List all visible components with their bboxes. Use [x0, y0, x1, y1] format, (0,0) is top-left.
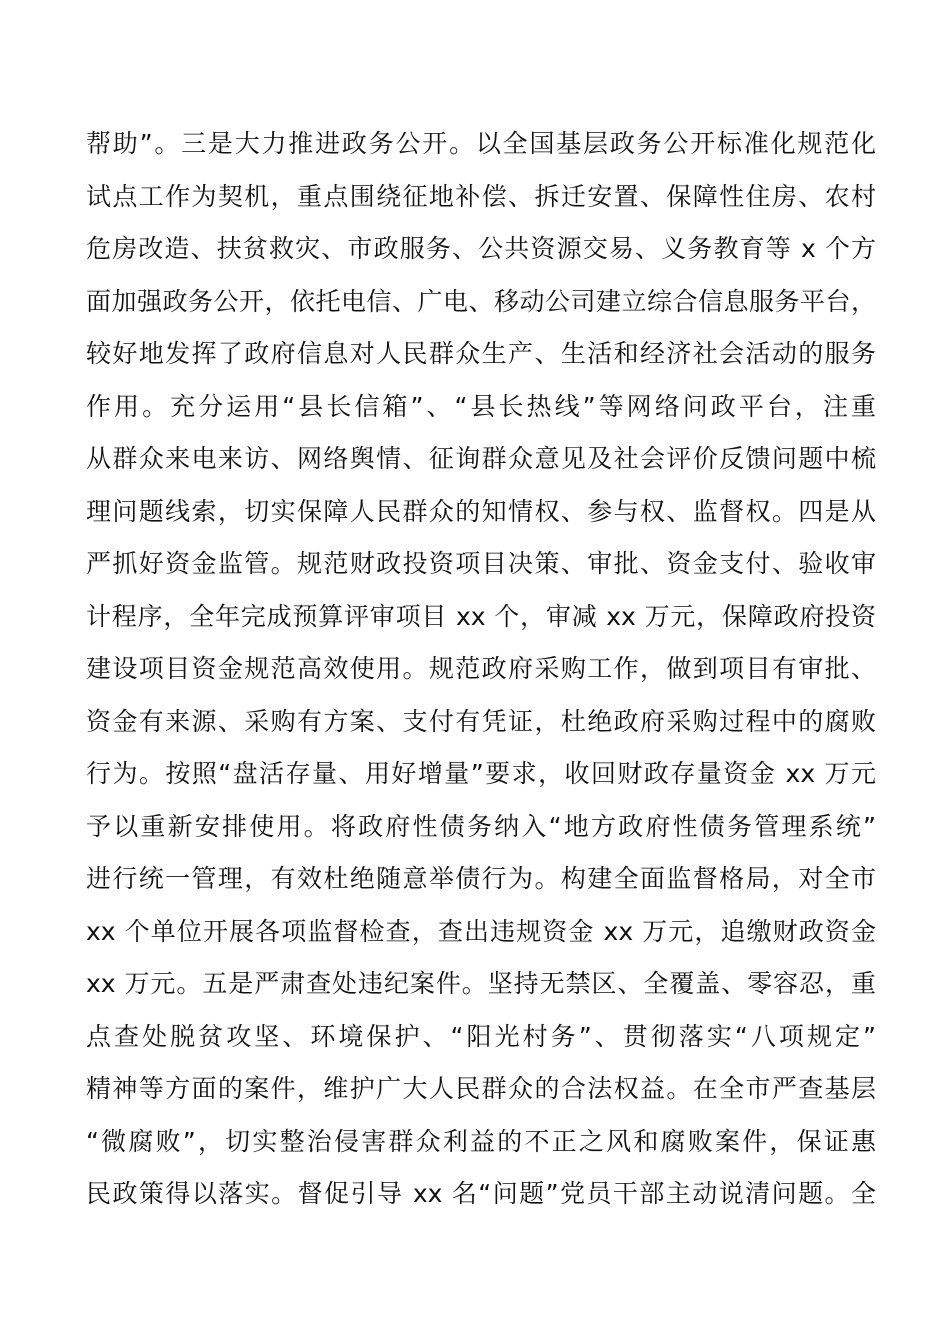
text-line: 理问题线索，切实保障人民群众的知情权、参与权、监督权。四是从 — [86, 496, 876, 526]
text-line: 较好地发挥了政府信息对人民群众生产、生活和经济社会活动的服务 — [86, 339, 876, 368]
text-line: xx 个单位开展各项监督检查，查出违规资金 xx 万元，追缴财政资金 — [86, 916, 876, 946]
text-line: 面加强政务公开，依托电信、广电、移动公司建立综合信息服务平台， — [86, 286, 876, 316]
text-line: 作用。充分运用“县长信箱”、“县长热线”等网络问政平台，注重 — [86, 391, 876, 421]
text-line: 精神等方面的案件，维护广大人民群众的合法权益。在全市严查基层 — [86, 1074, 876, 1103]
text-line: 予以重新安排使用。将政府性债务纳入“地方政府性债务管理系统” — [86, 811, 876, 841]
text-line: 从群众来电来访、网络舆情、征询群众意见及社会评价反馈问题中梳 — [86, 444, 876, 473]
text-line: 危房改造、扶贫救灾、市政服务、公共资源交易、义务教育等 x 个方 — [86, 234, 876, 263]
text-line: xx 万元。五是严肃查处违纪案件。坚持无禁区、全覆盖、零容忍，重 — [86, 969, 876, 998]
text-line: 试点工作为契机，重点围绕征地补偿、拆迁安置、保障性住房、农村 — [86, 181, 876, 211]
body-paragraph — [86, 118, 876, 1221]
text-line: 进行统一管理，有效杜绝随意举债行为。构建全面监督格局，对全市 — [86, 864, 876, 893]
text-line: 资金有来源、采购有方案、支付有凭证，杜绝政府采购过程中的腐败 — [86, 706, 876, 736]
text-line: 帮助”。三是大力推进政务公开。以全国基层政务公开标准化规范化 — [86, 129, 876, 158]
text-line: 建设项目资金规范高效使用。规范政府采购工作，做到项目有审批、 — [86, 654, 876, 683]
text-line: 严抓好资金监管。规范财政投资项目决策、审批、资金支付、验收审 — [86, 549, 876, 578]
text-line: “微腐败”，切实整治侵害群众利益的不正之风和腐败案件，保证惠 — [86, 1126, 876, 1156]
text-line: 行为。按照“盘活存量、用好增量”要求，收回财政存量资金 xx 万元 — [86, 759, 876, 788]
text-line: 民政策得以落实。督促引导 xx 名“问题”党员干部主动说清问题。全 — [86, 1179, 876, 1208]
text-line: 计程序，全年完成预算评审项目 xx 个，审减 xx 万元，保障政府投资 — [86, 601, 876, 631]
text-line: 点查处脱贫攻坚、环境保护、“阳光村务”、贯彻落实“八项规定” — [86, 1021, 876, 1051]
